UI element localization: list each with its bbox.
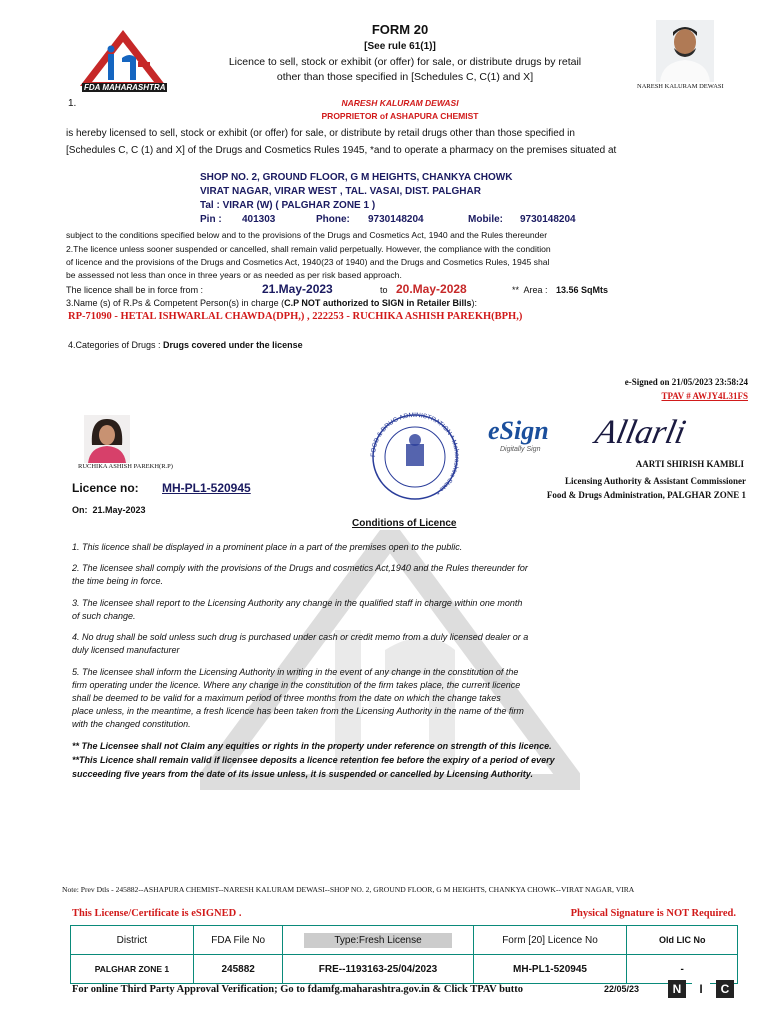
area-label: ** Area : — [512, 285, 551, 295]
item-number: 1. — [68, 98, 77, 109]
table-header-row — [71, 926, 738, 955]
table-cell-licence-no: MH-PL1-520945 — [473, 955, 627, 984]
validity-to-label: to — [380, 285, 388, 295]
on-date-value: 21.May-2023 — [92, 505, 146, 515]
licence-summary-table — [70, 925, 738, 984]
person-icon — [656, 20, 714, 82]
competent-suffix: ): — [471, 298, 477, 308]
esigned-notice: This License/Certificate is eSIGNED . — [72, 908, 242, 919]
table-header-cell: District — [71, 926, 194, 955]
on-date-label: On: — [72, 505, 88, 515]
esign-logo-sub: Digitally Sign — [500, 446, 541, 453]
condition-3a: 3. The licensee shall report to the Licensing Authority any change in the qualified staff in charge within one month — [72, 598, 523, 608]
competent-line — [66, 298, 477, 308]
seal-text: FOOD & DRUG ADMINISTRATION * Maharashtra State * — [369, 412, 461, 496]
validity-to: 20.May-2028 — [396, 282, 467, 296]
clause2-line1: 2.The licence unless sooner suspended or cancelled, shall remain valid perpetually. However, the compliance with the condition — [66, 244, 551, 254]
mobile-label: Mobile: — [468, 214, 503, 225]
table-header-cell — [283, 926, 473, 955]
table-cell-type: FRE--1193163-25/04/2023 — [283, 955, 473, 984]
badge-c: C — [716, 980, 734, 998]
authority-title: Licensing Authority & Assistant Commissioner — [564, 476, 746, 486]
fda-seal — [360, 412, 470, 502]
table-cell-old-lic: - — [627, 955, 738, 984]
table-header-cell: FDA File No — [193, 926, 283, 955]
fda-logo — [78, 28, 168, 96]
applicant-photo — [656, 20, 714, 82]
rp-photo — [84, 415, 130, 463]
competent-prefix: 3.Name (s) of R.Ps & Competent Person(s) in charge ( — [66, 298, 285, 308]
form-title: FORM 20 — [371, 22, 429, 37]
intro-line1: is hereby licensed to sell, stock or exhibit (or offer) for sale, or distribute by retail drugs other than those specified in — [66, 128, 575, 139]
tpav-verification-note: For online Third Party Approval Verification; Go to fdamfg.maharashtra.gov.in & Click TPAV butto — [72, 984, 524, 995]
fda-logo-icon — [78, 28, 168, 88]
condition-5e: with the changed constitution. — [72, 719, 191, 729]
seal-icon — [360, 412, 470, 502]
table-header-type: Type:Fresh License — [304, 933, 451, 948]
validity-from: 21.May-2023 — [262, 282, 333, 296]
area-value: 13.56 SqMts — [556, 285, 609, 295]
intro-line2: [Schedules C, C (1) and X] of the Drugs and Cosmetics Rules 1945, *and to operate a pharmacy on the premises situated at — [66, 145, 617, 156]
condition-5c: shall be deemed to be valid for a maximum period of three months from the date on which the change takes — [72, 693, 501, 703]
competent-persons: RP-71090 - HETAL ISHWARLAL CHAWDA(DPH,) , 222253 - RUCHIKA ASHISH PAREKH(BPH,) — [68, 311, 523, 322]
condition-2a: 2. The licensee shall comply with the provisions of the Drugs and cosmetics Act,1940 and the Rules thereunder for — [72, 563, 528, 573]
table-cell-file-no: 245882 — [193, 955, 283, 984]
condition-4a: 4. No drug shall be sold unless such drug is purchased under cash or credit memo from a duly licensed dealer or a — [72, 632, 529, 642]
authority-office: Food & Drugs Administration, PALGHAR ZONE 1 — [546, 490, 746, 500]
conditions-title: Conditions of Licence — [352, 518, 457, 529]
fda-logo-caption: FDA MAHARASHTRA — [84, 83, 166, 92]
licence-no-label: Licence no: — [72, 481, 139, 495]
table-row — [71, 955, 738, 984]
note-3: succeeding five years from the date of its issue unless, it is suspended or cancelled by Licensing Authority. — [72, 769, 533, 779]
physical-signature-notice: Physical Signature is NOT Required. — [570, 908, 736, 919]
competent-bold: C.P NOT authorized to SIGN in Retailer Bills — [284, 298, 472, 308]
categories-value: Drugs covered under the license — [163, 340, 303, 350]
condition-5a: 5. The licensee shall inform the Licensing Authority in writing in the event of any change in the constitution of the — [72, 667, 519, 677]
rp-photo-caption: RUCHIKA ASHISH PAREKH(R.P) — [78, 463, 173, 470]
categories-line — [68, 340, 303, 350]
condition-4b: duly licensed manufacturer — [72, 645, 180, 655]
licensee-name: NARESH KALURAM DEWASI — [341, 98, 459, 108]
condition-1: 1. This licence shall be displayed in a prominent place in a part of the premises open to the public. — [72, 542, 463, 552]
condition-3b: of such change. — [72, 611, 136, 621]
condition-2b: the time being in force. — [72, 576, 164, 586]
pin-label: Pin : — [200, 214, 222, 225]
licence-no-value: MH-PL1-520945 — [162, 481, 251, 495]
table-header-cell: Old LIC No — [627, 926, 738, 955]
phone-value: 9730148204 — [368, 214, 424, 225]
table-header-cell: Form [20] Licence No — [473, 926, 627, 955]
note-2: **This Licence shall remain valid if licensee deposits a licence retention fee before the expiry of a period of every — [72, 755, 555, 765]
person-icon — [84, 415, 130, 463]
condition-5d: place unless, in the meantime, a fresh licence has been taken from the Licensing Authority in the name of the firm — [72, 706, 524, 716]
authority-signature: Allarli — [592, 414, 689, 451]
on-date — [72, 505, 146, 515]
badge-i: I — [692, 980, 710, 998]
esign-logo — [488, 416, 549, 446]
form-rule: [See rule 61(1)] — [364, 41, 436, 52]
clause2-line2: of licence and the provisions of the Drugs and Cosmetics Act, 1940(23 of 1940) and the Drugs and Cosmetics Rules, 1945 shal — [66, 257, 550, 267]
address-line1: SHOP NO. 2, GROUND FLOOR, G M HEIGHTS, CHANKYA CHOWK — [200, 172, 513, 183]
address-line3: Tal : VIRAR (W) ( PALGHAR ZONE 1 ) — [200, 200, 376, 211]
validity-label: The licence shall be in force from : — [66, 285, 204, 295]
form-description-line1: Licence to sell, stock or exhibit (or offer) for sale, or distribute drugs by retail — [228, 56, 582, 68]
phone-label: Phone: — [316, 214, 350, 225]
applicant-photo-caption: NARESH KALURAM DEWASI — [637, 83, 724, 90]
prev-details-note: Note: Prev Dtls - 245882--ASHAPURA CHEMIST--NARESH KALURAM DEWASI--SHOP NO. 2, GROUND FLOOR, G M HEIGHTS, CHANKYA CHOWK--VIRAT NAGAR, VIRA — [62, 885, 635, 894]
table-cell-district: PALGHAR ZONE 1 — [71, 955, 194, 984]
clause2-line3: be assessed not less than once in three years or as needed as per risk based approach. — [66, 270, 402, 280]
form-description-line2: other than those specified in [Schedules C, C(1) and X] — [276, 71, 534, 83]
note-1: ** The Licensee shall not Claim any equities or rights in the property under reference on strength of this licence. — [72, 741, 552, 751]
address-line2: VIRAT NAGAR, VIRAR WEST , TAL. VASAI, DIST. PALGHAR — [200, 186, 481, 197]
authority-name: AARTI SHIRISH KAMBLI — [635, 459, 744, 469]
categories-label: 4.Categories of Drugs : — [68, 340, 164, 350]
pin-value: 401303 — [242, 214, 276, 225]
esign-logo-text: eSign — [488, 416, 549, 445]
subject-line: subject to the conditions specified below and to the provisions of the Drugs and Cosmetics Act, 1940 and the Rules thereunder — [66, 230, 548, 240]
esigned-on: e-Signed on 21/05/2023 23:58:24 — [624, 377, 748, 387]
condition-5b: firm operating under the licence. Where any change in the constitution of the firm takes place, the current licence — [72, 680, 521, 690]
badge-n: N — [668, 980, 686, 998]
footer-date: 22/05/23 — [604, 984, 640, 994]
mobile-value: 9730148204 — [520, 214, 576, 225]
tpav-number: TPAV # AWJY4L31FS — [661, 391, 748, 401]
licensee-proprietor: PROPRIETOR of ASHAPURA CHEMIST — [321, 111, 479, 121]
